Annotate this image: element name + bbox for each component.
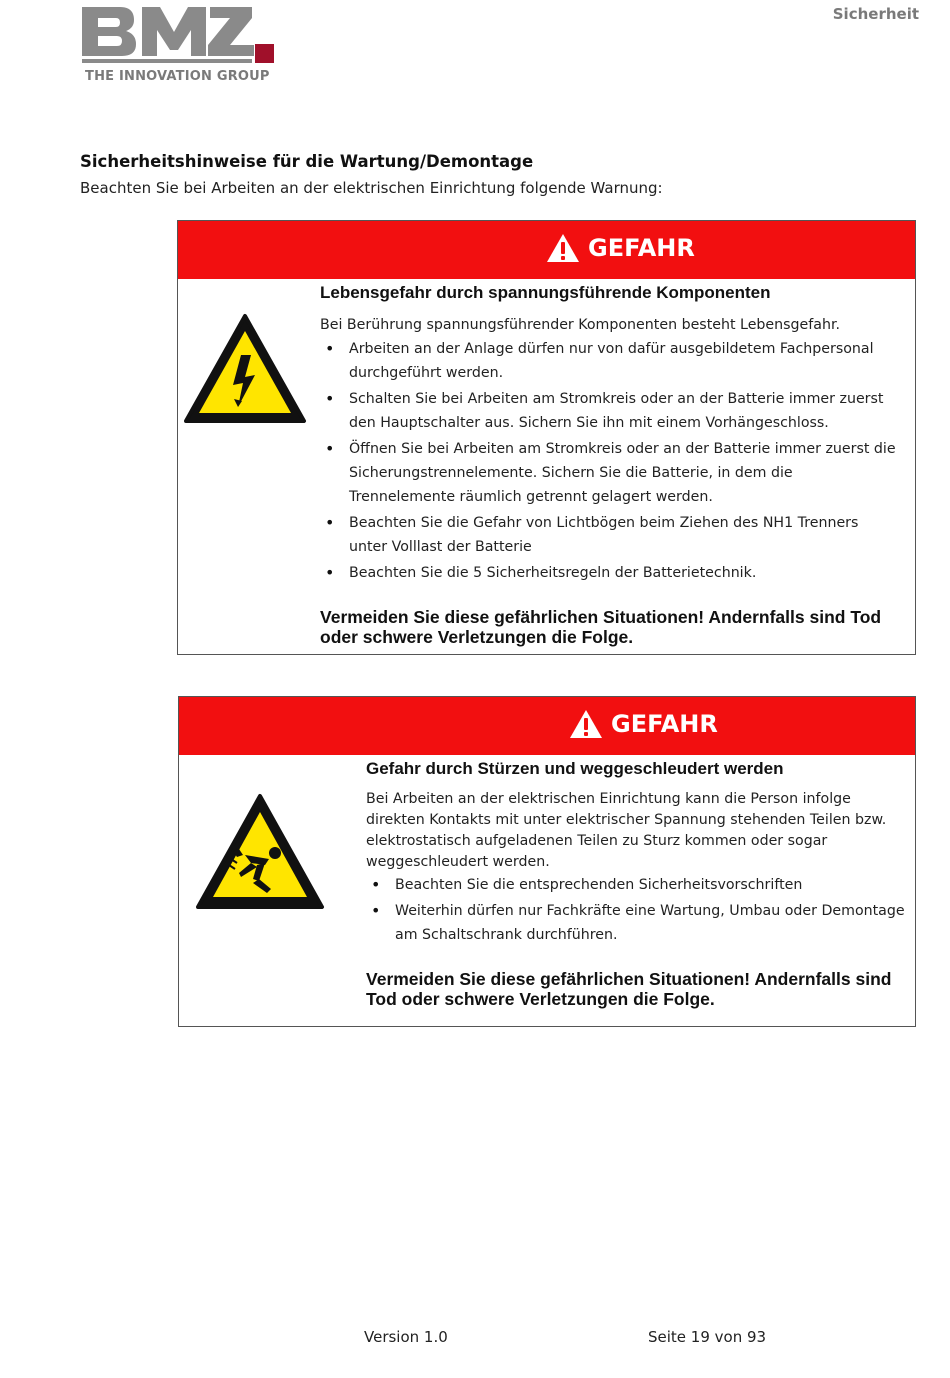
- list-item: • Beachten Sie die 5 Sicherheitsregeln der Batterietechnik.: [320, 561, 900, 585]
- warning-level-label: GEFAHR: [611, 710, 718, 738]
- footer-page-number: Seite 19 von 93: [648, 1328, 767, 1346]
- electric-shock-fall-icon: [195, 793, 325, 911]
- warning-box-electrical: [177, 220, 916, 655]
- list-item: • Beachten Sie die Gefahr von Lichtbögen beim Ziehen des NH1 Trenners unter Volllast der Batterie: [320, 511, 900, 559]
- list-item: • Beachten Sie die entsprechenden Sicherheitsvorschriften: [366, 873, 911, 897]
- warning-list: [366, 873, 911, 947]
- warning-list: [320, 337, 900, 585]
- warning-title: Lebensgefahr durch spannungsführende Komponenten: [320, 283, 771, 302]
- warning-consequence: Vermeiden Sie diese gefährlichen Situationen! Andernfalls sind Tod oder schwere Verletzungen die Folge.: [366, 969, 892, 1009]
- header-section-title: Sicherheit: [832, 5, 919, 23]
- list-item: • Öffnen Sie bei Arbeiten am Stromkreis oder an der Batterie immer zuerst die Sicherungstrennelemente. Sichern Sie die Batterie, in dem die Trennelemente räumlich getrennt gelagert werden.: [320, 437, 900, 509]
- warning-text: Bei Arbeiten an der elektrischen Einrichtung kann die Person infolge direkten Kontakts mit unter elektrischer Spannung stehenden Teilen bzw. elektrostatisch aufgeladenen Teilen zu Sturz kommen oder sogar weggeschleudert werden.: [366, 791, 887, 870]
- list-item: • Arbeiten an der Anlage dürfen nur von dafür ausgebildetem Fachpersonal durchgeführt werden.: [320, 337, 900, 385]
- bmz-logo-graphic: [80, 4, 276, 84]
- electrical-hazard-icon: [183, 313, 307, 425]
- warning-title: Gefahr durch Stürzen und weggeschleudert werden: [366, 759, 784, 778]
- list-item: • Schalten Sie bei Arbeiten am Stromkreis oder an der Batterie immer zuerst den Hauptschalter aus. Sichern Sie ihn mit einem Vorhängeschloss.: [320, 387, 900, 435]
- warning-header: [178, 221, 915, 279]
- warning-text: Bei Berührung spannungsführender Komponenten besteht Lebensgefahr.: [320, 317, 841, 333]
- footer-version: Version 1.0: [364, 1328, 448, 1346]
- warning-consequence: Vermeiden Sie diese gefährlichen Situationen! Andernfalls sind Tod oder schwere Verletzungen die Folge.: [320, 607, 882, 647]
- page-heading: Sicherheitshinweise für die Wartung/Demontage: [80, 152, 534, 171]
- page-intro: Beachten Sie bei Arbeiten an der elektrischen Einrichtung folgende Warnung:: [80, 179, 663, 197]
- warning-level-label: GEFAHR: [588, 234, 695, 262]
- logo-tagline: THE INNOVATION GROUP: [85, 69, 270, 84]
- list-item: • Weiterhin dürfen nur Fachkräfte eine Wartung, Umbau oder Demontage am Schaltschrank durchführen.: [366, 899, 911, 947]
- warning-header: [179, 697, 915, 755]
- warning-triangle-icon: [569, 709, 603, 739]
- warning-box-fall: [178, 696, 916, 1027]
- warning-triangle-icon: [546, 233, 580, 263]
- bmz-logo: [80, 4, 276, 84]
